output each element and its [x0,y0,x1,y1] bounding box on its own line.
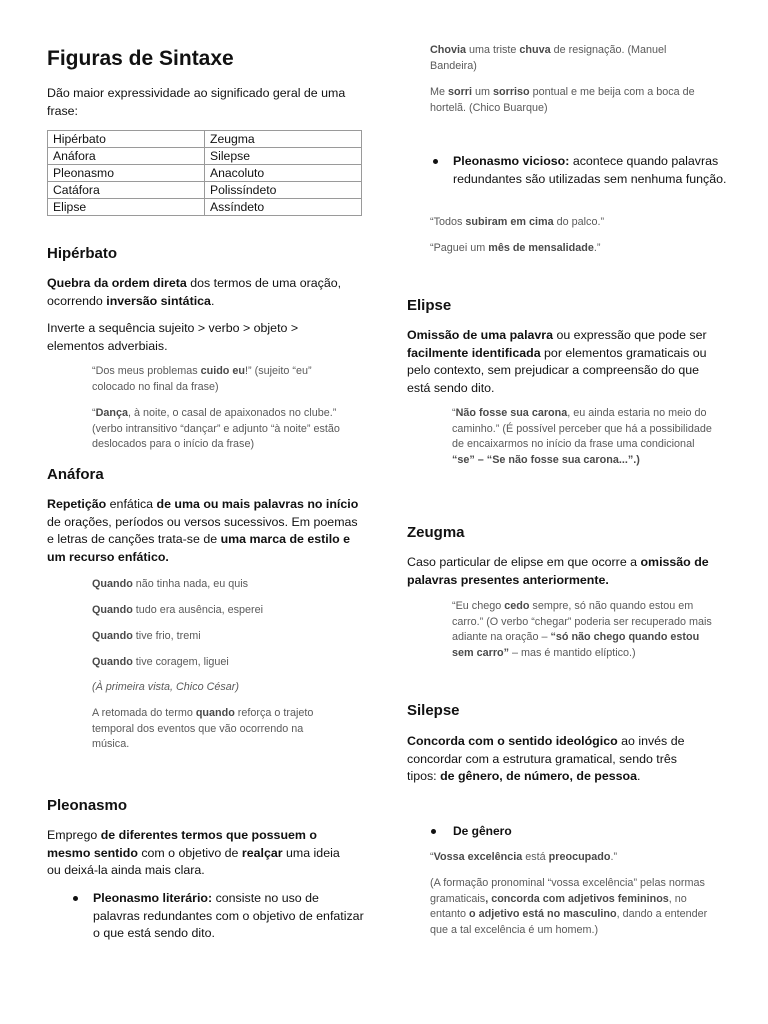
table-row [48,131,362,148]
anafora-verse-2: Quando tudo era ausência, esperei [92,604,264,616]
pleonasmo-literario-example-2: Me sorri um sorriso pontual e me beija com a boca de hortelã. (Chico Buarque) [430,86,695,114]
table-cell: Pleonasmo [48,165,205,182]
table-row [48,182,362,199]
table-row [48,199,362,216]
section-heading-hiperbato: Hipérbato [47,245,118,262]
table-cell: Zeugma [205,131,362,148]
hiperbato-explanation: Inverte a sequência sujeito > verbo > objeto > elementos adverbiais. [47,321,299,353]
section-heading-elipse: Elipse [407,297,452,314]
silepse-genero-item: De gênero [453,824,512,838]
elipse-example: “Não fosse sua carona, eu ainda estaria no meio do caminho.” (É possível perceber que há a possibilidade de encaixarmos no início da frase uma condicional “se” – “Se não fosse sua carona...”.) [452,407,712,466]
table-cell: Polissíndeto [205,182,362,199]
silepse-genero-example: “Vossa excelência está preocupado.” [430,851,618,863]
table-row [48,148,362,165]
intro-text: Dão maior expressividade ao significado geral de uma frase: [47,86,346,118]
bullet-silepse-genero [431,829,436,834]
silepse-definition: Concorda com o sentido ideológico ao invés de concordar com a estrutura gramatical, sendo três tipos: de gênero, de número, de pessoa. [407,734,685,783]
anafora-definition: Repetição enfática de uma ou mais palavras no início de orações, períodos ou versos sucessivos. Em poemas e letras de canções trata-se de uma marca de estilo e um recurso enfático. [47,497,359,564]
hiperbato-example-1: “Dos meus problemas cuido eu!” (sujeito “eu” colocado no final da frase) [92,365,312,393]
silepse-genero-note: (A formação pronominal “vossa excelência” pelas normas gramaticais, concorda com adjetivos femininos, no entanto o adjetivo está no masculino, dando a entender que a tal excelência é um homem.) [430,877,708,936]
anafora-source: (À primeira vista, Chico César) [92,681,239,693]
anafora-verse-4: Quando tive coragem, liguei [92,656,229,668]
zeugma-example: “Eu chego cedo sempre, só não quando estou em carro.” (O verbo “chegar” poderia ser recuperado mais adiante na oração – “só não chego quando estou sem carro” – mas é mantido elíptico.) [452,600,712,659]
anafora-note: A retomada do termo quando reforça o trajeto temporal dos eventos que vão ocorrendo na música. [92,707,314,750]
bullet-pleonasmo-literario [73,896,78,901]
section-heading-anafora: Anáfora [47,466,104,483]
table-cell: Catáfora [48,182,205,199]
bullet-pleonasmo-vicioso [433,159,438,164]
table-cell: Silepse [205,148,362,165]
table-cell: Anacoluto [205,165,362,182]
pleonasmo-literario-item: Pleonasmo literário: consiste no uso de palavras redundantes com o objetivo de enfatizar o que está sendo dito. [93,891,364,940]
figures-table [47,130,362,216]
table-cell: Assíndeto [205,199,362,216]
hiperbato-definition: Quebra da ordem direta dos termos de uma oração, ocorrendo inversão sintática. [47,276,342,308]
anafora-verse-1: Quando não tinha nada, eu quis [92,578,249,590]
table-row [48,165,362,182]
section-heading-silepse: Silepse [407,702,460,719]
page-title: Figuras de Sintaxe [47,47,234,70]
pleonasmo-literario-example-1: Chovia uma triste chuva de resignação. (Manuel Bandeira) [430,44,667,72]
table-cell: Anáfora [48,148,205,165]
anafora-verse-3: Quando tive frio, tremi [92,630,201,642]
table-cell: Hipérbato [48,131,205,148]
hiperbato-example-2: “Dança, à noite, o casal de apaixonados no clube.” (verbo intransitivo “dançar” e adjunto “à noite” estão deslocados para o início da frase) [92,407,340,450]
pleonasmo-vicioso-example-2: “Paguei um mês de mensalidade.” [430,242,601,254]
section-heading-pleonasmo: Pleonasmo [47,797,128,814]
pleonasmo-vicioso-item: Pleonasmo vicioso: acontece quando palavras redundantes são utilizadas sem nenhuma função. [453,154,727,186]
table-cell: Elipse [48,199,205,216]
pleonasmo-vicioso-example-1: “Todos subiram em cima do palco.” [430,216,605,228]
pleonasmo-definition: Emprego de diferentes termos que possuem o mesmo sentido com o objetivo de realçar uma ideia ou deixá-la ainda mais clara. [47,828,340,877]
section-heading-zeugma: Zeugma [407,524,465,541]
zeugma-definition: Caso particular de elipse em que ocorre a omissão de palavras presentes anteriormente. [407,555,709,587]
elipse-definition: Omissão de uma palavra ou expressão que pode ser facilmente identificada por elementos gramaticais ou pelo contexto, sem prejudicar a compreensão do que está sendo dito. [407,328,707,395]
